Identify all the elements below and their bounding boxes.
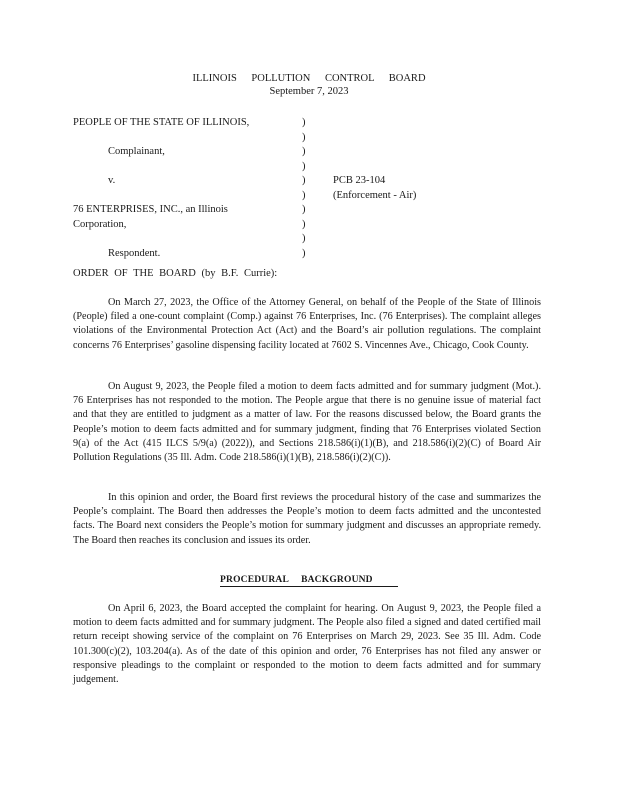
defendant-name: 76 ENTERPRISES, INC., an Illinois bbox=[73, 204, 228, 215]
caption-parties bbox=[73, 116, 298, 261]
plaintiff-name: PEOPLE OF THE STATE OF ILLINOIS, bbox=[73, 117, 250, 128]
caption-paren: ) bbox=[302, 146, 306, 157]
caption-paren: ) bbox=[302, 204, 306, 215]
caption-paren: ) bbox=[302, 117, 306, 128]
paragraph-opinion-outline: In this opinion and order, the Board first reviews the procedural history of the case and summarizes the People’s complaint. The Board then addresses the People’s motion to deem facts admitted and the uncontested facts. The Board next considers the People’s motion for summary judgment and discusses an appropriate remedy. The Board then reaches its conclusion and issues its order. bbox=[73, 492, 541, 546]
case-type: (Enforcement - Air) bbox=[333, 189, 417, 201]
versus-label: v. bbox=[108, 175, 116, 186]
caption-paren: ) bbox=[302, 218, 306, 230]
order-date: September 7, 2023 bbox=[269, 86, 349, 97]
caption-paren: ) bbox=[302, 247, 306, 259]
defendant-name-cont: Corporation, bbox=[73, 218, 127, 230]
plaintiff-role: Complainant, bbox=[108, 146, 165, 157]
paragraph-introduction: On March 27, 2023, the Office of the Attorney General, on behalf of the People of the State of Illinois (People) filed a one-count complaint (Comp.) against 76 Enterprises, Inc. (76 Enterprises). The complaint alleges violations of the Environmental Protection Act (Act) and the Board’s air pollution regulations. The complaint concerns 76 Enterprises’ gasoline dispensing facility located at 7602 S. Vincennes Ave., Chicago, Cook County. bbox=[73, 297, 541, 351]
caption-paren: ) bbox=[302, 233, 306, 244]
order-author-line: ORDER OF THE BOARD (by B.F. Currie): bbox=[73, 268, 278, 279]
paragraph-procedural-background: On April 6, 2023, the Board accepted the complaint for hearing. On August 9, 2023, the People filed a motion to deem facts admitted and for summary judgment. The People also filed a signed and dated certified mail return receipt showing service of the complaint on 76 Enterprises on March 29, 2023. See 35 Ill. Adm. Code 101.300(c)(2), 103.204(a). As of the date of this opinion and order, 76 Enterprises has not filed any answer or responsive pleadings to the complaint or responded to the motion to deem facts admitted and for summary judgement. bbox=[73, 603, 541, 686]
caption-paren: ) bbox=[302, 131, 306, 143]
case-identifier bbox=[333, 174, 416, 203]
caption-parentheses bbox=[302, 116, 306, 261]
agency-title: ILLINOIS POLLUTION CONTROL BOARD bbox=[192, 73, 426, 84]
case-number: PCB 23-104 bbox=[333, 175, 386, 186]
document-header bbox=[0, 72, 618, 98]
section-heading: PROCEDURAL BACKGROUND bbox=[220, 575, 398, 587]
paragraph-motion-summary: On August 9, 2023, the People filed a motion to deem facts admitted and for summary judgment (Mot.). 76 Enterprises has not responded to the motion. The People argue that there is no genuine issue of material fact and that they are entitled to judgment as a matter of law. For the reasons discussed below, the Board grants the People’s motion to deem facts admitted and for summary judgment, finding that 76 Enterprises violated Section 9(a) of the Act (415 ILCS 5/9(a) (2022)), and Sections 218.586(i)(1)(B), and 218.586(i)(2)(C) of Board Air Pollution Regulations (35 Ill. Adm. Code 218.586(i)(1)(B), 218.586(i)(2)(C)). bbox=[73, 381, 541, 464]
caption-paren: ) bbox=[302, 189, 306, 201]
caption-paren: ) bbox=[302, 175, 306, 186]
defendant-role: Respondent. bbox=[108, 247, 161, 259]
caption-paren: ) bbox=[302, 160, 306, 172]
